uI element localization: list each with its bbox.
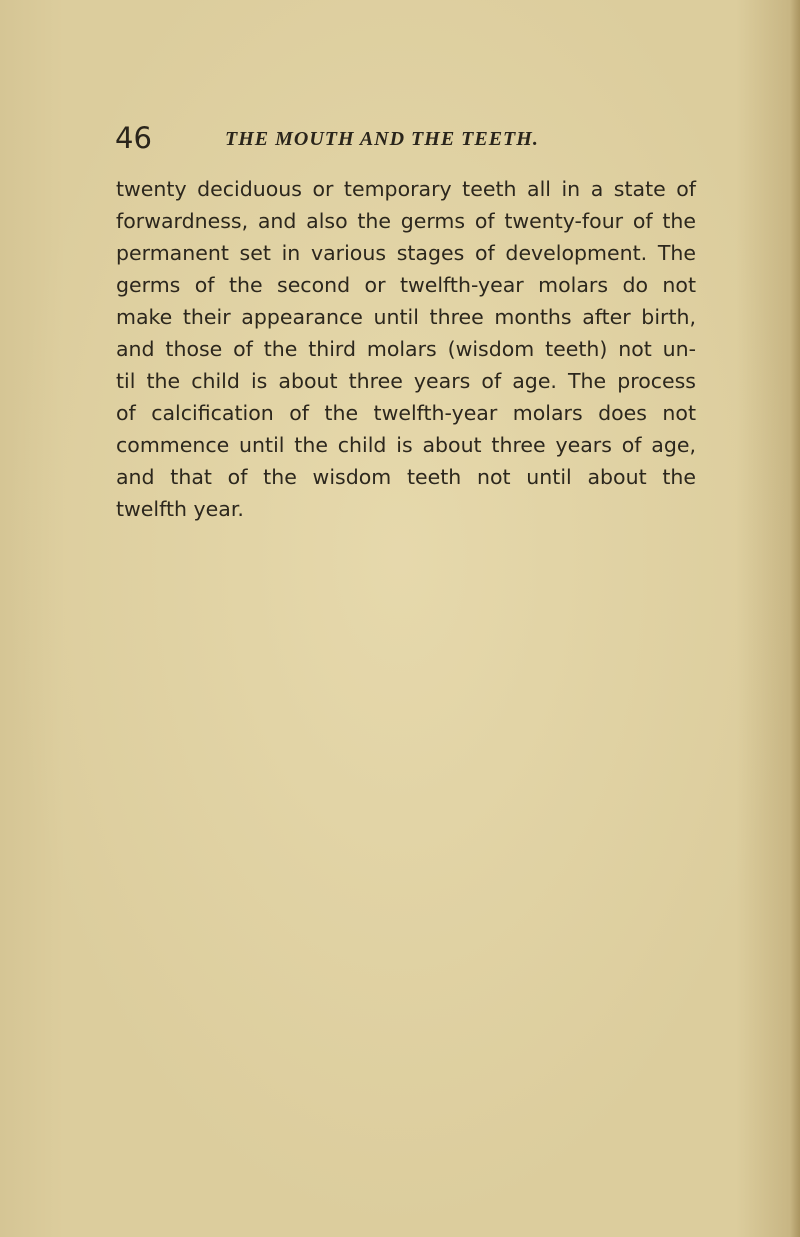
text-line: til the child is about three years of age. The process xyxy=(116,369,696,393)
page-header xyxy=(115,118,705,162)
body-paragraph xyxy=(116,173,696,525)
running-title: THE MOUTH AND THE TEETH. xyxy=(225,128,539,150)
page-edge-shadow xyxy=(790,0,800,1237)
text-line: make their appearance until three months after birth, xyxy=(116,305,696,329)
text-line: and those of the third molars (wisdom teeth) not un- xyxy=(116,337,696,361)
text-line: forwardness, and also the germs of twenty-four of the xyxy=(116,209,696,233)
text-line: and that of the wisdom teeth not until about the xyxy=(116,465,696,489)
text-line: commence until the child is about three years of age, xyxy=(116,433,696,457)
text-line: germs of the second or twelfth-year molars do not xyxy=(116,273,696,297)
page-number: 46 xyxy=(115,121,152,155)
text-line: twelfth year. xyxy=(116,497,244,521)
text-line: permanent set in various stages of development. The xyxy=(116,241,696,265)
text-line: twenty deciduous or temporary teeth all in a state of xyxy=(116,177,696,201)
text-line: of calcification of the twelfth-year molars does not xyxy=(116,401,696,425)
